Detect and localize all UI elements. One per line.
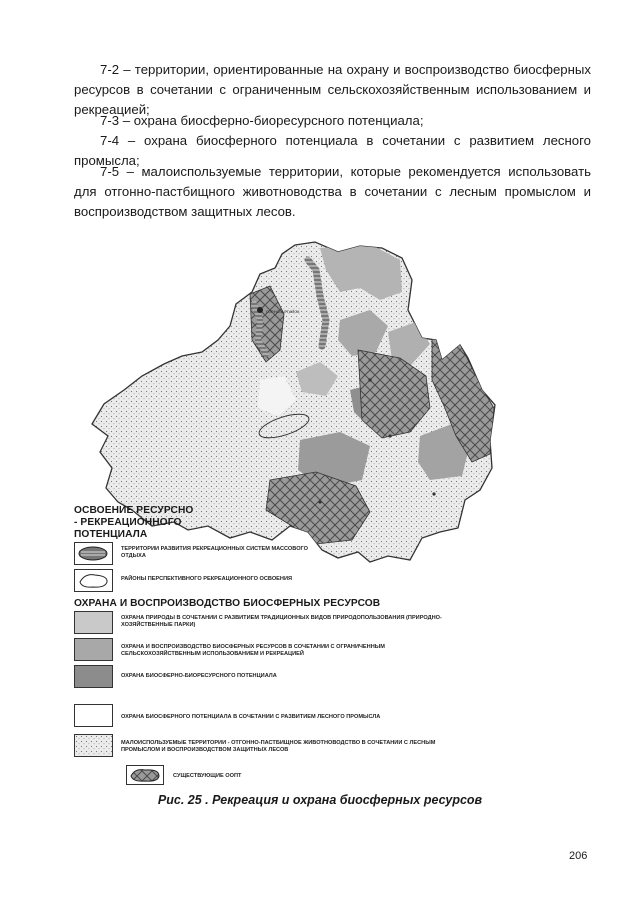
paragraph-7-5 bbox=[74, 162, 591, 222]
paragraph-7-3-text: 7-3 – охрана биосферно-биоресурсного потенциала; bbox=[100, 113, 424, 128]
legend-swatch-nature-parks bbox=[74, 611, 113, 634]
legend-text-bioresource: ОХРАНА БИОСФЕРНО-БИОРЕСУРСНОГО ПОТЕНЦИАЛА bbox=[121, 673, 277, 679]
legend-text-nature-parks: ОХРАНА ПРИРОДЫ В СОЧЕТАНИИ С РАЗВИТИЕМ ТРАДИЦИОННЫХ ВИДОВ ПРИРОДОПОЛЬЗОВАНИЯ (ПРИРОДНО-ХОЗЯЙСТВЕННЫЕ ПАРКИ) bbox=[121, 615, 442, 628]
legend-text-protected-areas: СУЩЕСТВУЮЩИЕ ООПТ bbox=[173, 773, 242, 779]
paragraph-7-4-text: 7-4 – охрана биосферного потенциала в сочетании с развитием лесного промысла; bbox=[74, 133, 591, 168]
paragraph-7-5-text: 7-5 – малоиспользуемые территории, которые рекомендуется использовать для отгонно-пастбищного животноводства в сочетании с лесным промыслом и воспроизводством защитных лесов. bbox=[74, 164, 591, 219]
settlement-marker bbox=[432, 492, 435, 495]
legend-swatch-limited-agriculture bbox=[74, 638, 113, 661]
settlement-marker bbox=[388, 434, 391, 437]
figure-caption: Рис. 25 . Рекреация и охрана биосферных ресурсов bbox=[157, 793, 483, 807]
city-marker bbox=[257, 307, 263, 313]
paragraph-7-2-text: 7-2 – территории, ориентированные на охрану и воспроизводство биосферных ресурсов в сочетании с ограниченным сельскохозяйственным использованием и рекреацией; bbox=[74, 62, 591, 117]
legend-swatch-protected-areas bbox=[126, 765, 164, 785]
legend-swatch-recreation-systems bbox=[74, 542, 113, 565]
legend-text-forestry: ОХРАНА БИОСФЕРНОГО ПОТЕНЦИАЛА В СОЧЕТАНИИ С РАЗВИТИЕМ ЛЕСНОГО ПРОМЫСЛА bbox=[121, 714, 381, 720]
legend-text-recreation-systems: ТЕРРИТОРИИ РАЗВИТИЯ РЕКРЕАЦИОННЫХ СИСТЕМ МАССОВОГО ОТДЫХА bbox=[121, 546, 308, 559]
legend-swatch-prospective bbox=[74, 569, 113, 592]
stipple-swatch-icon bbox=[75, 735, 112, 756]
stripe-swatch-icon bbox=[75, 543, 112, 564]
hatch-swatch-icon bbox=[127, 766, 163, 784]
legend-swatch-low-use bbox=[74, 734, 113, 757]
legend-text-prospective: РАЙОНЫ ПЕРСПЕКТИВНОГО РЕКРЕАЦИОННОГО ОСВОЕНИЯ bbox=[121, 576, 292, 582]
legend-swatch-bioresource bbox=[74, 665, 113, 688]
settlement-marker bbox=[318, 500, 321, 503]
legend-swatch-forestry bbox=[74, 704, 113, 727]
paragraph-7-3 bbox=[74, 111, 591, 131]
legend-text-low-use: МАЛОИСПОЛЬЗУЕМЫЕ ТЕРРИТОРИИ - ОТГОННО-ПАСТБИЩНОЕ ЖИВОТНОВОДСТВО В СОЧЕТАНИИ С ЛЕСНЫМ ПРОМЫСЛОМ И ВОСПРОИЗВОДСТВОМ ЗАЩИТНЫХ ЛЕСОВ bbox=[121, 740, 436, 753]
outline-swatch-icon bbox=[75, 570, 112, 591]
legend-heading-recreation: ОСВОЕНИЕ РЕСУРСНО - РЕКРЕАЦИОННОГО ПОТЕНЦИАЛА bbox=[74, 505, 194, 540]
settlement-marker bbox=[368, 378, 371, 381]
legend-heading-protection: ОХРАНА И ВОСПРОИЗВОДСТВО БИОСФЕРНЫХ РЕСУРСОВ bbox=[74, 598, 381, 609]
page-number: 206 bbox=[569, 850, 588, 862]
legend-text-limited-agriculture: ОХРАНА И ВОСПРОИЗВОДСТВО БИОСФЕРНЫХ РЕСУРСОВ В СОЧЕТАНИИ С ОГРАНИЧЕННЫМ СЕЛЬСКОХОЗЯЙСТВЕННЫМ ИСПОЛЬЗОВАНИЕМ И РЕКРЕАЦИЕЙ bbox=[121, 644, 385, 657]
city-label: ГОРНО-АЛТАЙСК bbox=[266, 309, 300, 314]
